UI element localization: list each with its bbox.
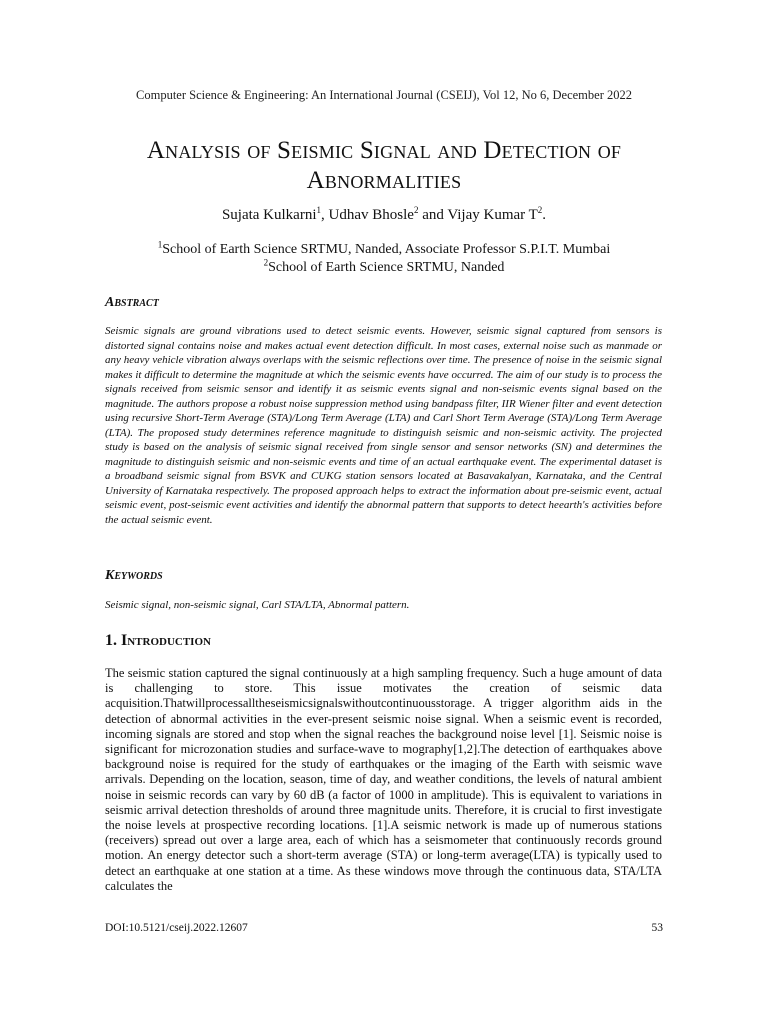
keywords-heading: Keywords [105, 568, 163, 583]
author-name: Sujata Kulkarni [221, 207, 317, 223]
author-affiliation-mark: 2 [413, 205, 419, 215]
abstract-body: Seismic signals are ground vibrations used to detect seismic events. However, seismic signal captured from sensors is distorted signal contains noise and makes actual event detection difficult. In most cases, external noise such as manmade or any heavy vehicle vibration always overlaps with the seismic reflections over time. The presence of noise in the seismic signal makes it difficult to determine the magnitude at which the seismic events have occurred. The aim of our study is to process the signals received from seismic sensor and identify it as seismic events signal and non-seismic events signal based on the magnitude. The authors propose a robust noise suppression method using bandpass filter, IIR Wiener filter and event detection using recursive Short-Term Average (STA)/Long Term Average (LTA) and Carl Short Term Average (STA)/Long Term Average (LTA). The proposed study determines reference magnitude to distinguish seismic and non-seismic activity. The projected study is based on the analysis of seismic signal received from single sensor and sensor networks (SN) and determines the magnitude to distinguish seismic and non-seismic events and time of an actual earthquake event. The experimental dataset is a broadband seismic signal from BSVK and CUKG station sensors located at Basavakalyan, Karnataka, and the Central University of Karnataka respectively. The proposed approach helps to extract the information about pre-seismic event, actual seismic event, post-seismic event activities and identify the abnormal pattern that supports to detect heearth's activities before the actual seismic event. [105, 325, 662, 526]
affiliation-text: School of Earth Science SRTMU, Nanded [268, 260, 505, 275]
keywords-body: Seismic signal, non-seismic signal, Carl STA/LTA, Abnormal pattern. [105, 599, 410, 611]
affiliation-text: School of Earth Science SRTMU, Nanded, Associate Professor S.P.I.T. Mumbai [162, 242, 611, 257]
author-name: Vijay Kumar T [447, 207, 538, 223]
paper-title: Analysis of Seismic Signal and Detection of Abnormalities [146, 137, 622, 194]
author-list-end: . [542, 207, 547, 223]
affiliation-mark: 1 [157, 239, 163, 250]
affiliation-line [0, 257, 768, 276]
author-list [0, 207, 768, 224]
author-affiliation-mark: 2 [537, 205, 543, 215]
author-affiliation-mark: 1 [316, 205, 322, 215]
author-separator: and [418, 207, 448, 223]
author-separator: , [321, 207, 329, 223]
affiliation-mark: 2 [263, 257, 269, 268]
abstract-heading: Abstract [105, 295, 159, 310]
introduction-heading: 1. Introduction [105, 632, 211, 649]
introduction-body: The seismic station captured the signal continuously at a high sampling frequency. Such a huge amount of data is challenging to store. This issue motivates the creation of seismic data acquisition.Thatwillprocessalltheseismicsignalswithoutcontinuousstorage. A trigger algorithm aids in the detection of abnormal activities in the ever-present seismic noise signal. When a seismic event is recorded, incoming signals are stored and stop when the signal reaches the background noise level [1]. Seismic noise is significant for microzonation studies and surface-wave to mography[1,2].The detection of earthquakes above background noise is required for the study of earthquakes or the imaging of the Earth with seismic wave arrivals. Depending on the location, season, time of day, and weather conditions, the levels of natural ambient noise in seismic records can vary by 60 dB (a factor of 1000 in amplitude). This is equivalent to variations in seismic arrival detection thresholds of around three magnitude units. Therefore, it is crucial to first investigate the noise levels at prospective recording locations. [1].A seismic network is made up of numerous stations (receivers) spread out over a large area, each of which has a seismometer that continuously records ground motion. An energy detector such a short-term average (STA) or long-term average(LTA) is typically used to detect an earthquake at one station at a time. As these windows move through the continuous data, STA/LTA calculates the [105, 666, 662, 893]
author-name: Udhav Bhosle [328, 207, 414, 223]
doi-link[interactable]: DOI:10.5121/cseij.2022.12607 [105, 922, 248, 934]
affiliation-line [0, 239, 768, 258]
page-number: 53 [651, 922, 663, 934]
running-header: Computer Science & Engineering: An International Journal (CSEIJ), Vol 12, No 6, December 2022 [136, 88, 632, 102]
